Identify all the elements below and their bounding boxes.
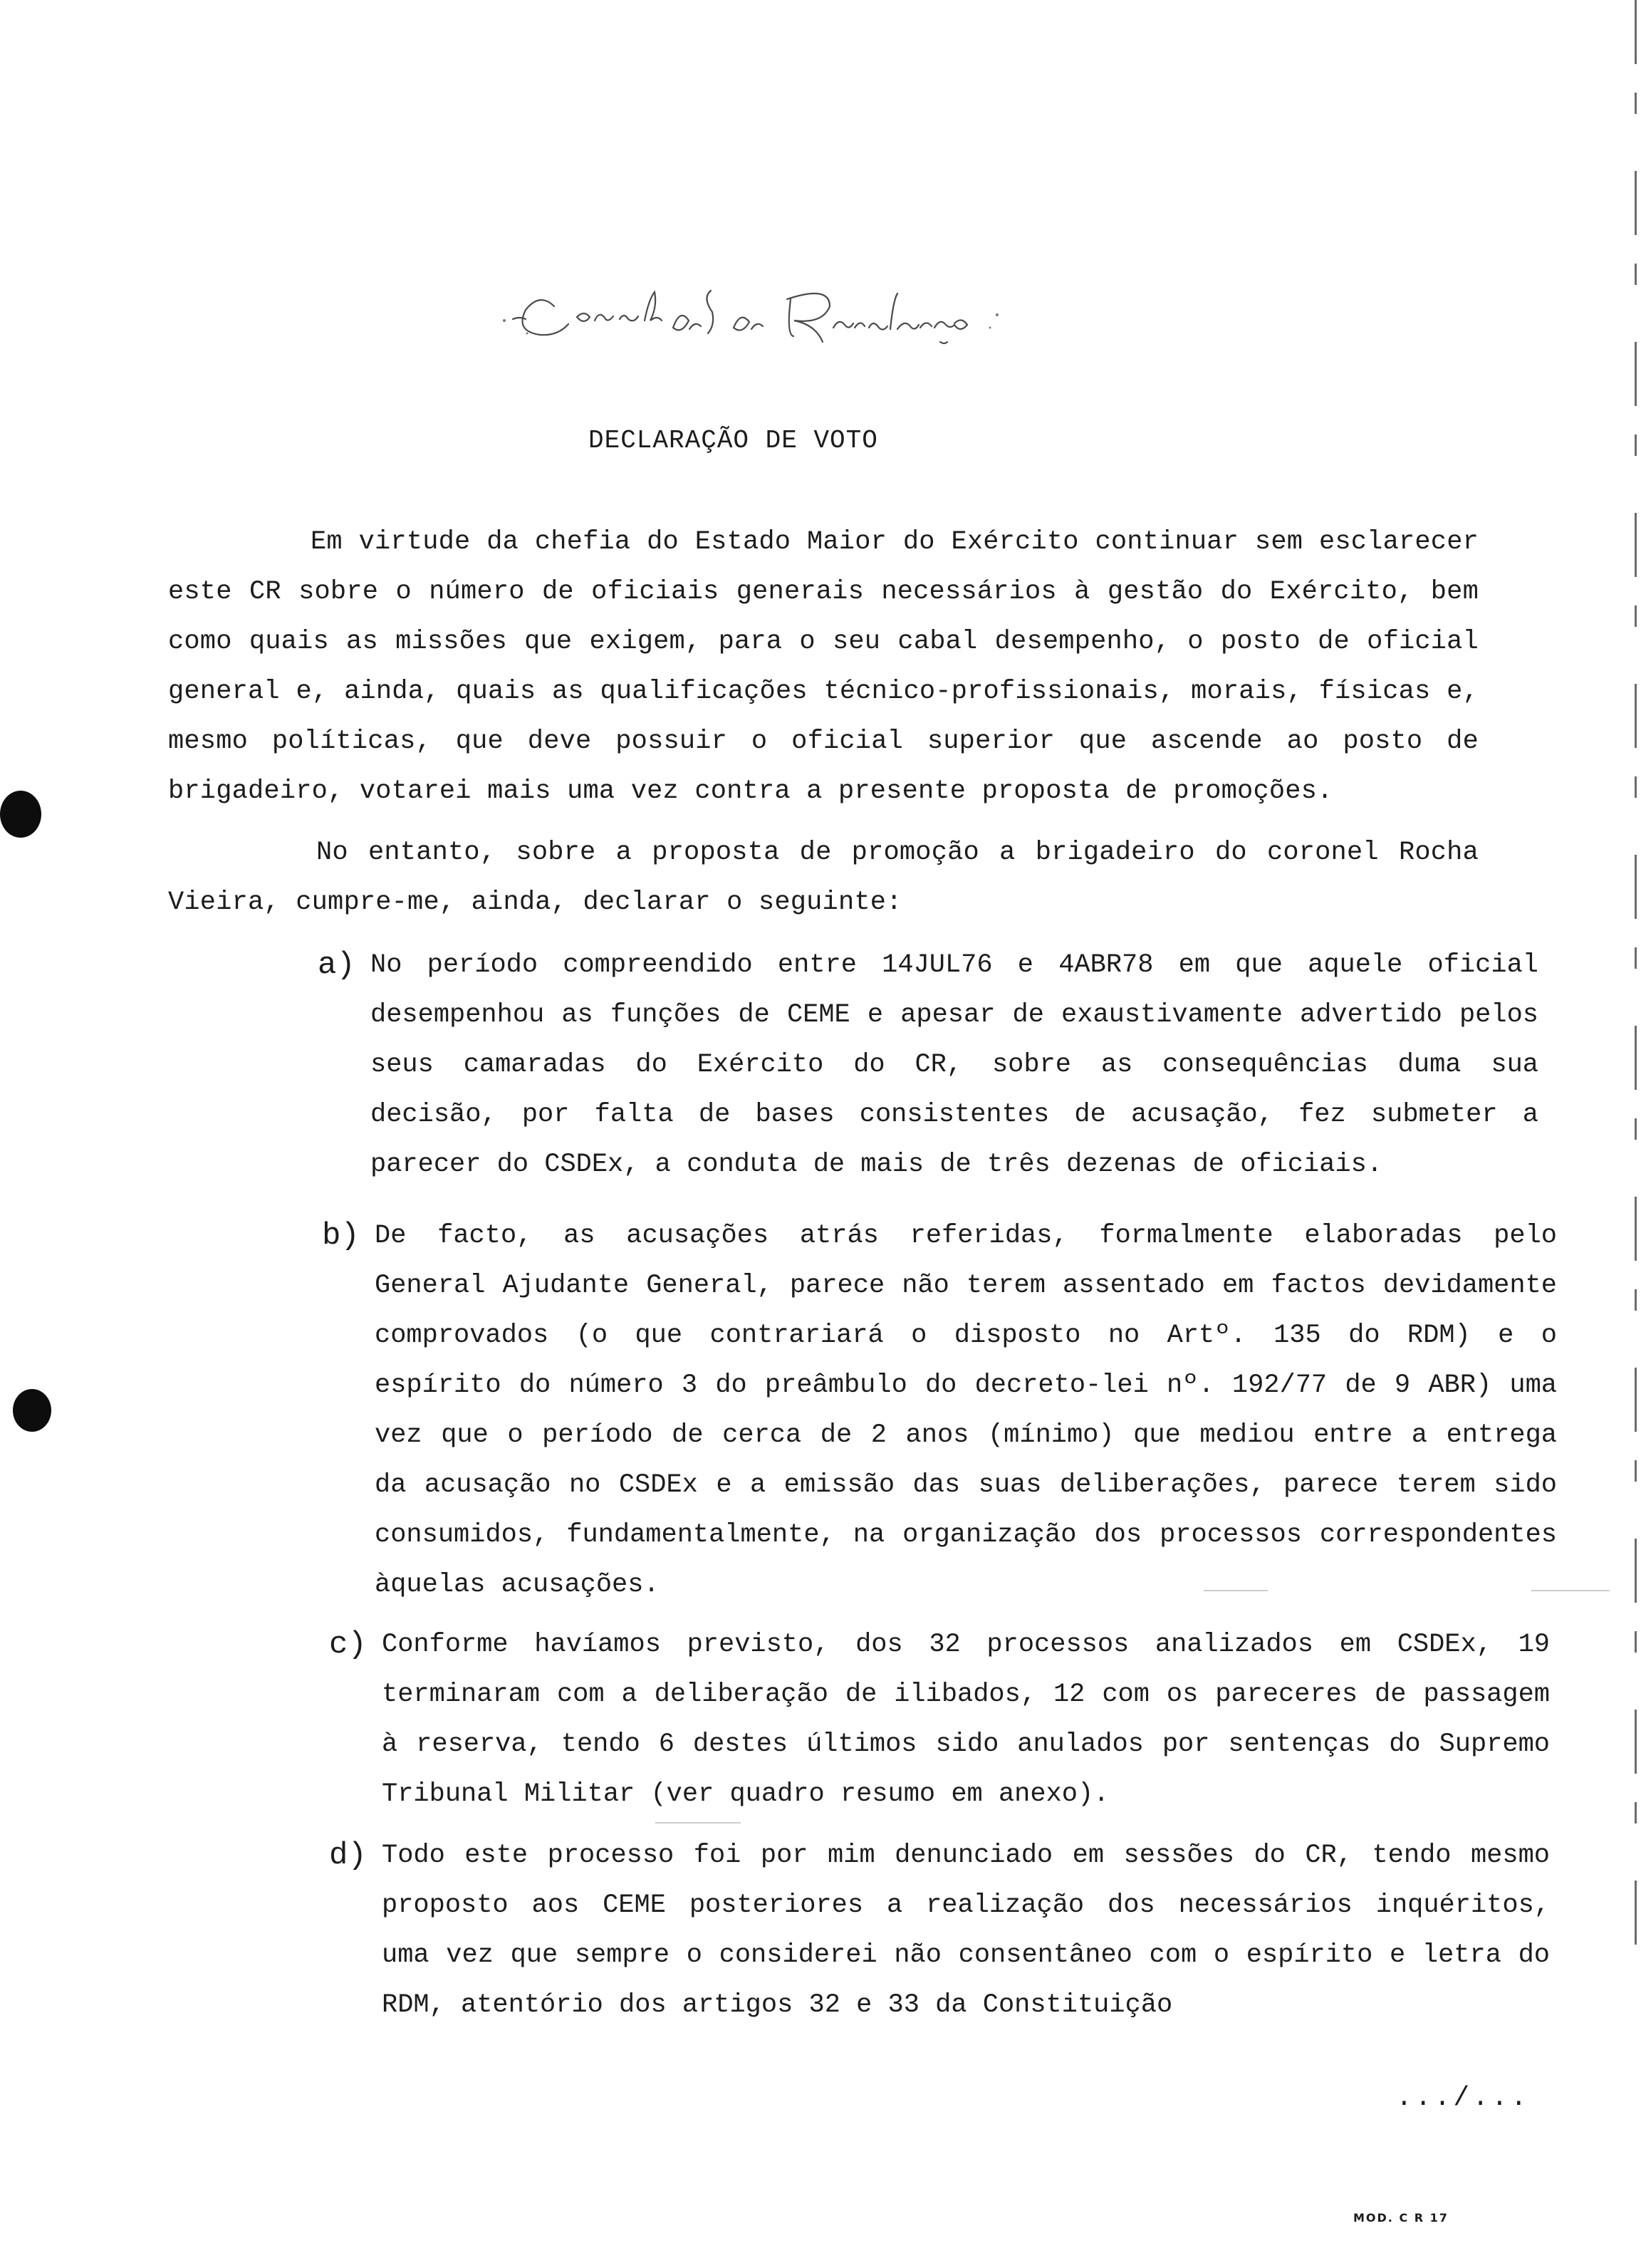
punch-hole-top — [0, 791, 41, 838]
scan-smudge — [1204, 1590, 1268, 1591]
form-code: MOD. C R 17 — [1353, 2211, 1449, 2225]
document-title: DECLARAÇÃO DE VOTO — [588, 426, 878, 455]
scan-smudge — [655, 1822, 741, 1824]
letterhead-script — [499, 278, 1011, 356]
page-edge-line — [1635, 0, 1637, 1959]
paragraph-intro: Em virtude da chefia do Estado Maior do Exército continuar sem esclarecer este CR sobre o número de oficiais generais necessários à gestão do Exército, bem como quais as missões que exigem, para o seu cabal desempenho, o posto de oficial general e, ainda, quais as qualificações técnico-profissionais, morais, físicas e, mesmo políticas, que deve possuir o oficial superior que ascende ao posto de brigadeiro, votarei mais uma vez contra a presente proposta de promoções. — [168, 527, 1479, 806]
list-item-text: Todo este processo foi por mim denunciado em sessões do CR, tendo mesmo proposto aos CEME posteriores a realização dos necessários inquéritos, uma vez que sempre o considerei não consentâneo com o espírito e letra do RDM, atentório dos artigos 32 e 33 da Constituição — [382, 1841, 1550, 2020]
list-marker: d) — [329, 1838, 367, 1873]
scan-smudge — [1531, 1590, 1610, 1591]
list-marker: c) — [329, 1627, 367, 1663]
list-marker: b) — [322, 1218, 360, 1254]
list-item-text: No período compreendido entre 14JUL76 e 4ABR78 em que aquele oficial desempenhou as funções de CEME e apesar de exaustivamente advertido pelos seus camaradas do Exército do CR, sobre as consequências duma sua decisão, por falta de bases consistentes de acusação, fez submeter a parecer do CSDEx, a conduta de mais de três dezenas de oficiais. — [370, 950, 1538, 1180]
list-item-text: De facto, as acusações atrás referidas, formalmente elaboradas pelo General Ajudante General, parece não terem assentado em factos devidamente comprovados (o que contrariará o disposto no Artº. 135 do RDM) e o espírito do número 3 do preâmbulo do decreto-lei nº. 192/77 de 9 ABR) uma vez que o período de cerca de 2 anos (mínimo) que mediou entre a entrega da acusação no CSDEx e a emissão das suas deliberações, parece terem sido consumidos, fundamentalmente, na organização dos processos correspondentes àquelas acusações. — [375, 1221, 1557, 1600]
paragraph-rocha-vieira: No entanto, sobre a proposta de promoção a brigadeiro do coronel Rocha Vieira, cumpre-me, ainda, declarar o seguinte: — [168, 838, 1479, 917]
list-marker: a) — [318, 947, 355, 983]
punch-hole-bottom — [13, 1389, 51, 1432]
continuation-mark: .../... — [1396, 2083, 1530, 2113]
list-item-text: Conforme havíamos previsto, dos 32 processos analizados em CSDEx, 19 terminaram com a deliberação de ilibados, 12 com os pareceres de passagem à reserva, tendo 6 destes últimos sido anulados por sentenças do Supremo Tribunal Militar (ver quadro resumo em anexo). — [382, 1630, 1550, 1809]
